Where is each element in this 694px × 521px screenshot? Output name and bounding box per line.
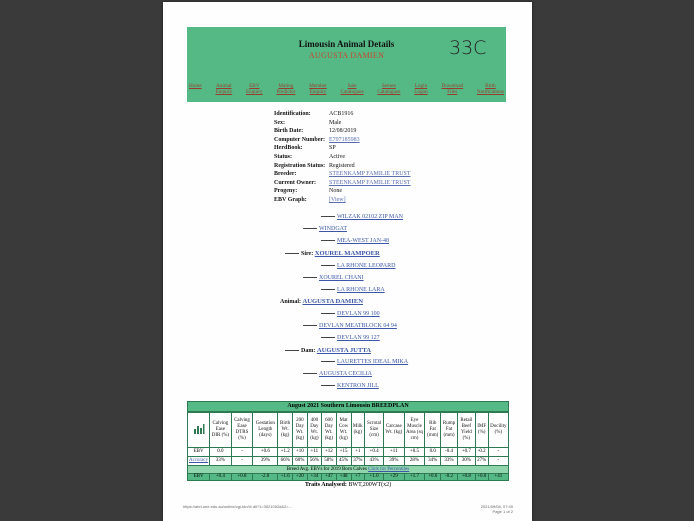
accuracy-cell: 28% [404, 457, 425, 466]
info-key: Breeder: [274, 171, 297, 178]
accuracy-cell: 43% [365, 457, 384, 466]
breed-avg-cell: +41 [488, 474, 508, 481]
accuracy-cell: 33% [210, 457, 231, 466]
percentiles-link[interactable]: Click for Percentiles [368, 466, 410, 472]
pedigree-dam[interactable]: Dam: AUGUSTA JUTTA [285, 347, 371, 354]
nav-link[interactable]: Login Logon [414, 83, 428, 95]
accuracy-cell: 66% [278, 457, 293, 466]
info-value: Active [329, 153, 345, 160]
animal-name-heading: AUGUSTA DAMIEN [308, 51, 385, 60]
ebv-cell: - [231, 448, 253, 457]
ebv-cell: +11 [307, 448, 322, 457]
ebv-cell: 0.0 [210, 448, 231, 457]
breed-avg-cell: +1.7 [404, 474, 425, 481]
ebv-cell: -0.4 [441, 448, 458, 457]
ebv-cell: +15 [336, 448, 351, 457]
info-value[interactable]: [View] [329, 196, 346, 203]
nav-link[interactable]: Member Enquiry [309, 83, 327, 95]
breed-avg-cell: +0.6 [425, 474, 441, 481]
breed-avg-cell: +20 [293, 474, 308, 481]
pedigree-ssd[interactable]: MEA-WEST JAN-48 [321, 238, 389, 244]
pedigree-sss[interactable]: WILZAK 02102 ZIP MAN [321, 214, 403, 220]
ebv-cell: +1.2 [278, 448, 293, 457]
accuracy-cell: 58% [322, 457, 337, 466]
ebv-cell: - [488, 448, 508, 457]
accuracy-cell: - [488, 457, 508, 466]
column-header: Calving Ease DIR (%) [210, 413, 231, 448]
info-value[interactable]: STEENKAMP FAMILIE TRUST [329, 171, 411, 178]
ebv-cell: 0.0 [425, 448, 441, 457]
info-value[interactable]: STEENKAMP FAMILIE TRUST [329, 179, 411, 186]
nav-link[interactable]: EBV Enquiry [245, 83, 263, 95]
ebv-cell: +10 [293, 448, 308, 457]
document-page [163, 2, 532, 521]
column-header: Gestation Length (days) [253, 413, 278, 448]
info-value: Male [329, 119, 342, 126]
pedigree-sire[interactable]: Sire: XOUREL MAMPOER [285, 250, 380, 257]
nav-link[interactable]: Sale Catalogues [340, 83, 364, 95]
breed-avg-cell: +7 [351, 474, 365, 481]
info-key: EBV Graph: [274, 196, 307, 203]
column-header: Birth Wt. (kg) [278, 413, 293, 448]
footer-url: https://abri.une.edu.au/online/cgi-bin/i4.dll?1=3021052d&2=... [183, 504, 292, 509]
breed-avg-cell: +0.4 [210, 474, 231, 481]
ebv-cell: +0.4 [365, 448, 384, 457]
pedigree-ddd[interactable]: KENTRON JILL [321, 383, 379, 389]
accuracy-cell: 37% [351, 457, 365, 466]
info-value: Registered [329, 162, 355, 169]
nav-link[interactable]: Download Files [441, 83, 464, 95]
accuracy-row [188, 457, 509, 466]
info-key: Status: [274, 153, 293, 160]
column-header: Milk (kg) [351, 413, 365, 448]
accuracy-cell: 39% [253, 457, 278, 466]
ebv-row-label: EBV [188, 448, 210, 457]
column-header: 400 Day Wt. (kg) [307, 413, 322, 448]
nav-link[interactable]: Animal Enquiry [215, 83, 233, 95]
pedigree-sds[interactable]: LA RHONE LEOPARD [321, 263, 395, 269]
pedigree [163, 2, 532, 402]
nav-link[interactable]: Birth Notifications [476, 83, 504, 95]
column-header: Rib Fat (mm) [425, 413, 441, 448]
column-header: Docility (%) [488, 413, 508, 448]
column-header: Retail Beef Yield (%) [458, 413, 476, 448]
accuracy-cell: 34% [425, 457, 441, 466]
column-header: Calving Ease DTRS (%) [231, 413, 253, 448]
pedigree-ds[interactable]: DEVLAN MEATBLOCK 04 94 [303, 323, 397, 329]
breed-avg-ebv-row [188, 474, 509, 481]
accuracy-row-label[interactable]: Accuracy [188, 457, 210, 466]
ebv-cell: -0.2 [475, 448, 488, 457]
accuracy-cell: - [231, 457, 253, 466]
column-header: Eye Muscle Area (sq cm) [404, 413, 425, 448]
info-value: ACB1916 [329, 111, 354, 117]
column-header: Rump Fat (mm) [441, 413, 458, 448]
breedplan-title: August 2021 Southern Limousin BREEDPLAN [187, 401, 509, 412]
breed-avg-cell: +29 [384, 474, 404, 481]
breedplan-header-row [188, 413, 509, 448]
ebv-cell: +1 [351, 448, 365, 457]
info-key: HerdBook: [274, 145, 303, 152]
accuracy-cell: 30% [458, 457, 476, 466]
breed-avg-cell: +1.6 [278, 474, 293, 481]
pedigree-dsd[interactable]: DEVLAN 99 127 [321, 335, 380, 341]
breed-avg-cell: +47 [322, 474, 337, 481]
column-header: Carcase Wt. (kg) [384, 413, 404, 448]
pedigree-sdd[interactable]: LA RHONE LARA [321, 287, 385, 293]
pedigree-dd[interactable]: AUGUSTA CECILIA [303, 371, 372, 377]
info-key: Progeny: [274, 188, 298, 195]
pedigree-dds[interactable]: LAURETTES IDEAL MIKA [321, 359, 408, 365]
breedplan-table [187, 401, 509, 488]
ebv-cell: +12 [322, 448, 337, 457]
breed-avg-cell: +34 [307, 474, 322, 481]
breed-avg-cell: +0.8 [231, 474, 253, 481]
breed-avg-cell: +0.8 [458, 474, 476, 481]
nav-link[interactable]: Home [189, 83, 202, 89]
ebv-cell: +0.7 [458, 448, 476, 457]
ebv-cell: +11 [384, 448, 404, 457]
pedigree-animal[interactable]: Animal: AUGUSTA DAMIEN [280, 298, 364, 305]
nav-link[interactable]: Mating Predictor [276, 83, 296, 95]
info-key: Identification: [274, 111, 311, 117]
page-title: Limousin Animal Details [298, 39, 395, 49]
page-footer [183, 504, 513, 514]
pedigree-sd[interactable]: XOUREL CHANI [303, 275, 364, 281]
breed-avg-label: EBV [188, 474, 210, 481]
column-header: Scrotal Size (cm) [365, 413, 384, 448]
info-key: Current Owner: [274, 179, 317, 186]
accuracy-cell: 27% [475, 457, 488, 466]
ebv-graph-icon[interactable] [188, 413, 210, 448]
footer-date: 2021/09/08, 07:49 [480, 504, 513, 509]
accuracy-cell: 45% [336, 457, 351, 466]
footer-page: Page 1 of 2 [492, 509, 513, 514]
breed-avg-cell: +1.0 [365, 474, 384, 481]
info-value: None [329, 188, 342, 195]
info-key: Computer Number: [274, 136, 326, 143]
info-value[interactable]: E797185983 [329, 136, 360, 143]
accuracy-cell: 60% [293, 457, 308, 466]
info-key: Sex: [274, 119, 285, 126]
info-value: SP [329, 145, 336, 152]
traits-analysed: Traits Analysed: BWT,200WT(x2) [304, 482, 392, 488]
info-value: 12/08/2019 [329, 128, 357, 135]
pedigree-ss[interactable]: WINDGAT [303, 226, 347, 232]
ebv-cell: +0.5 [404, 448, 425, 457]
pedigree-dss[interactable]: DEVLAN 99 100 [321, 311, 380, 317]
accuracy-cell: 33% [441, 457, 458, 466]
column-header: Mat Cow Wt. (kg) [336, 413, 351, 448]
column-header: 200 Day Wt. (kg) [293, 413, 308, 448]
accuracy-cell: 56% [307, 457, 322, 466]
ebv-cell: +0.6 [253, 448, 278, 457]
info-key: Birth Date: [274, 128, 304, 135]
ebv-row [188, 448, 509, 457]
info-key: Registration Status: [274, 162, 326, 169]
breed-avg-cell: +48 [336, 474, 351, 481]
breed-avg-cell: +0.0 [477, 474, 487, 479]
breed-avg-cell: -2.0 [253, 474, 278, 481]
breed-avg-text: Breed Avg. EBVs for 2019 Born Calves [286, 466, 367, 472]
breed-avg-cell: -0.2 [441, 474, 458, 481]
handwritten-note: 33C [449, 37, 487, 59]
column-header: 600 Day Wt. (kg) [322, 413, 337, 448]
breed-avg-row [188, 466, 509, 474]
column-header: IMF (%) [475, 413, 488, 448]
nav-link[interactable]: Semen Catalogues [377, 83, 401, 95]
accuracy-cell: 39% [384, 457, 404, 466]
